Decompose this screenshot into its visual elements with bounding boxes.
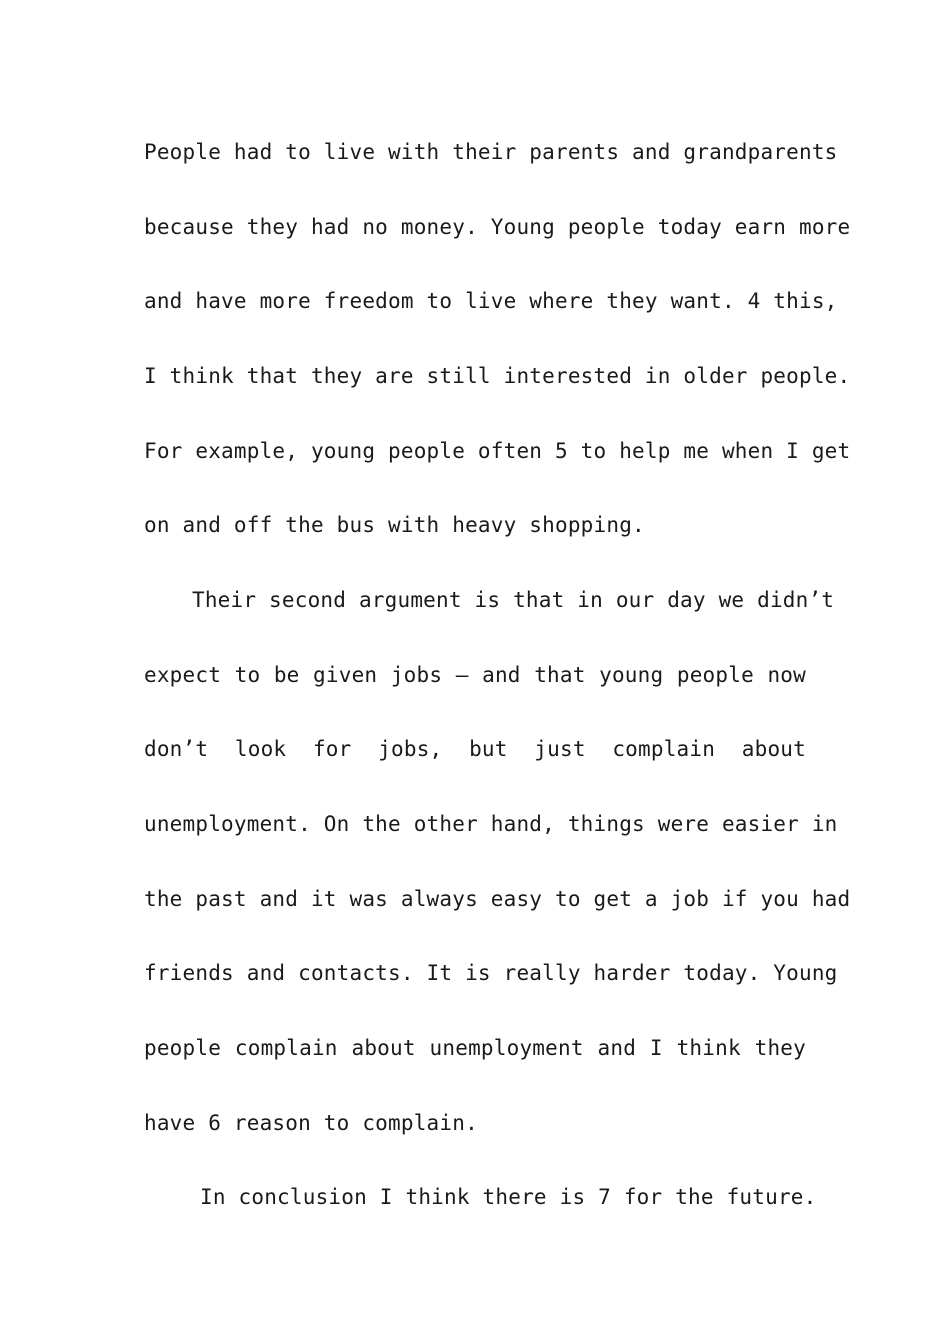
text-line: friends and contacts. It is really harder today. Young	[144, 961, 838, 985]
text-line: People had to live with their parents and grandparents	[144, 140, 838, 164]
paragraph-start-line: Their second argument is that in our day we didn’t	[192, 588, 835, 612]
text-line: I think that they are still interested in older people.	[144, 364, 851, 388]
text-line: on and off the bus with heavy shopping.	[144, 513, 645, 537]
text-line: don’t look for jobs, but just complain about	[144, 737, 806, 761]
text-line: have 6 reason to complain.	[144, 1111, 478, 1135]
text-line: people complain about unemployment and I think they	[144, 1036, 806, 1060]
paragraph-start-line: In conclusion I think there is 7 for the future.	[200, 1185, 817, 1209]
text-line: For example, young people often 5 to help me when I get	[144, 439, 851, 463]
text-line: the past and it was always easy to get a job if you had	[144, 887, 851, 911]
text-line: and have more freedom to live where they want. 4 this,	[144, 289, 838, 313]
text-line: expect to be given jobs — and that young people now	[144, 663, 806, 687]
text-line: because they had no money. Young people today earn more	[144, 215, 851, 239]
text-line: unemployment. On the other hand, things were easier in	[144, 812, 838, 836]
